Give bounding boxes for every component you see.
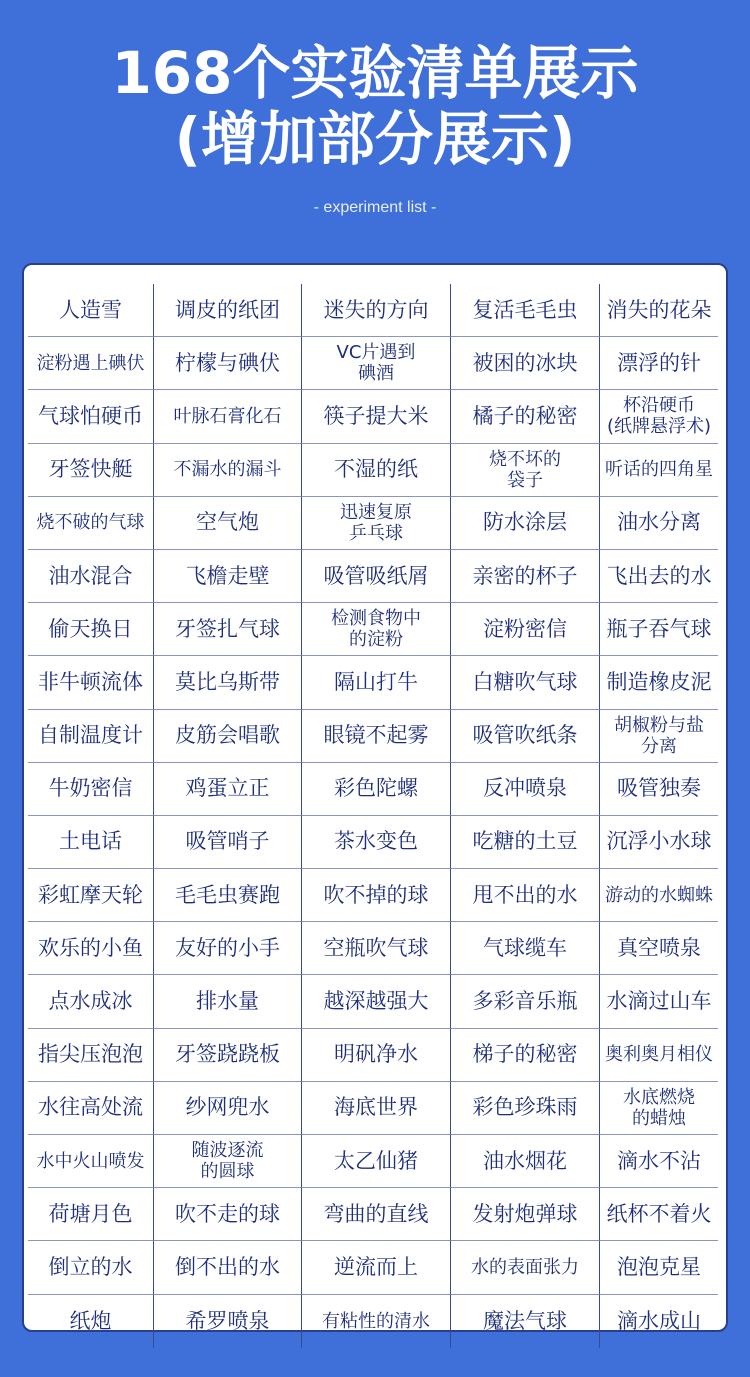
- experiment-cell: 弯曲的直线: [302, 1188, 451, 1241]
- experiment-cell: 有粘性的清水: [302, 1295, 451, 1348]
- experiment-cell: 鸡蛋立正: [154, 763, 302, 816]
- experiment-cell: 吸管独奏: [600, 763, 718, 816]
- experiment-cell: 莫比乌斯带: [154, 656, 302, 709]
- experiment-cell: 气球怕硬币: [28, 390, 154, 443]
- experiment-cell: 淀粉遇上碘伏: [28, 337, 154, 390]
- experiment-cell: 茶水变色: [302, 816, 451, 869]
- experiment-cell: 太乙仙猪: [302, 1135, 451, 1188]
- experiment-cell: 纱网兜水: [154, 1082, 302, 1135]
- experiment-cell: 牙签跷跷板: [154, 1029, 302, 1082]
- experiment-cell: 滴水不沾: [600, 1135, 718, 1188]
- experiment-cell: 欢乐的小鱼: [28, 922, 154, 975]
- experiment-cell: 海底世界: [302, 1082, 451, 1135]
- experiment-cell: 烧不破的气球: [28, 497, 154, 550]
- experiment-cell: 调皮的纸团: [154, 284, 302, 337]
- page-title-sub: (增加部分展示): [174, 105, 576, 173]
- experiment-cell: 检测食物中 的淀粉: [302, 603, 451, 656]
- experiment-cell: 游动的水蜘蛛: [600, 869, 718, 922]
- experiment-cell: 希罗喷泉: [154, 1295, 302, 1348]
- experiment-cell: 吸管吸纸屑: [302, 550, 451, 603]
- experiment-cell: 听话的四角星: [600, 444, 718, 497]
- experiment-cell: 吃糖的土豆: [451, 816, 600, 869]
- experiment-cell: 吹不走的球: [154, 1188, 302, 1241]
- experiment-list-card: [22, 263, 728, 1332]
- experiment-cell: 筷子提大米: [302, 390, 451, 443]
- section-subtitle: - experiment list -: [313, 199, 437, 216]
- experiment-cell: 水滴过山车: [600, 975, 718, 1028]
- experiment-cell: 土电话: [28, 816, 154, 869]
- experiment-cell: 人造雪: [28, 284, 154, 337]
- experiment-cell: 甩不出的水: [451, 869, 600, 922]
- experiment-cell: 牙签扎气球: [154, 603, 302, 656]
- experiment-cell: 多彩音乐瓶: [451, 975, 600, 1028]
- experiment-cell: 胡椒粉与盐 分离: [600, 710, 718, 763]
- experiment-cell: 滴水成山: [617, 1308, 701, 1333]
- experiment-cell: 水往高处流: [28, 1082, 154, 1135]
- experiment-cell: 亲密的杯子: [451, 550, 600, 603]
- experiment-cell: 真空喷泉: [600, 922, 718, 975]
- experiment-cell: 发射炮弹球: [451, 1188, 600, 1241]
- experiment-cell: 反冲喷泉: [451, 763, 600, 816]
- experiment-cell: 偷天换日: [28, 603, 154, 656]
- experiment-cell: 越深越强大: [302, 975, 451, 1028]
- experiment-cell: 飞出去的水: [600, 550, 718, 603]
- experiment-cell: 复活毛毛虫: [451, 284, 600, 337]
- experiment-cell: 柠檬与碘伏: [154, 337, 302, 390]
- experiment-cell: 烧不坏的 袋子: [451, 444, 600, 497]
- experiment-cell: 吸管哨子: [154, 816, 302, 869]
- experiment-cell: 气球缆车: [451, 922, 600, 975]
- experiment-cell: 瓶子吞气球: [600, 603, 718, 656]
- experiment-cell: 防水涂层: [451, 497, 600, 550]
- experiment-cell: 彩虹摩天轮: [28, 869, 154, 922]
- experiment-cell: 不湿的纸: [302, 444, 451, 497]
- experiment-cell: 排水量: [154, 975, 302, 1028]
- experiment-cell: 纸杯不着火: [600, 1188, 718, 1241]
- experiment-table: [28, 284, 724, 1348]
- experiment-cell: 迅速复原 乒乓球: [302, 497, 451, 550]
- experiment-cell: 魔法气球: [451, 1295, 600, 1348]
- experiment-cell: 橘子的秘密: [451, 390, 600, 443]
- page-title: 168个实验清单展示: [111, 39, 639, 107]
- experiment-cell: 牙签快艇: [28, 444, 154, 497]
- experiment-cell: 随波逐流 的圆球: [154, 1135, 302, 1188]
- experiment-cell: 皮筋会唱歌: [154, 710, 302, 763]
- experiment-cell: 点水成冰: [28, 975, 154, 1028]
- experiment-cell: 倒立的水: [28, 1241, 154, 1294]
- experiment-cell: 水底燃烧 的蜡烛: [600, 1082, 718, 1135]
- experiment-cell: 纸炮: [28, 1295, 154, 1348]
- experiment-cell: 眼镜不起雾: [302, 710, 451, 763]
- experiment-cell: 油水混合: [28, 550, 154, 603]
- experiment-cell: 吸管吹纸条: [451, 710, 600, 763]
- experiment-cell: 不漏水的漏斗: [154, 444, 302, 497]
- experiment-cell: 毛毛虫赛跑: [154, 869, 302, 922]
- experiment-cell: 彩色陀螺: [302, 763, 451, 816]
- experiment-cell: 杯沿硬币 (纸牌悬浮术): [600, 390, 718, 443]
- experiment-cell: 油水分离: [600, 497, 718, 550]
- experiment-cell: 非牛顿流体: [28, 656, 154, 709]
- experiment-cell: 牛奶密信: [28, 763, 154, 816]
- experiment-cell: 叶脉石膏化石: [154, 390, 302, 443]
- experiment-cell: 倒不出的水: [154, 1241, 302, 1294]
- experiment-cell: 奥利奥月相仪: [600, 1029, 718, 1082]
- experiment-cell: 水的表面张力: [451, 1241, 600, 1294]
- experiment-cell: 逆流而上: [302, 1241, 451, 1294]
- experiment-cell: 空瓶吹气球: [302, 922, 451, 975]
- experiment-cell: 吹不掉的球: [302, 869, 451, 922]
- experiment-cell: 制造橡皮泥: [600, 656, 718, 709]
- experiment-cell: VC片遇到 碘酒: [302, 337, 451, 390]
- experiment-cell: 淀粉密信: [451, 603, 600, 656]
- experiment-cell: 隔山打牛: [302, 656, 451, 709]
- experiment-cell: 白糖吹气球: [451, 656, 600, 709]
- experiment-cell: 明矾净水: [302, 1029, 451, 1082]
- experiment-cell: 沉浮小水球: [600, 816, 718, 869]
- experiment-cell: 梯子的秘密: [451, 1029, 600, 1082]
- experiment-cell: 荷塘月色: [28, 1188, 154, 1241]
- experiment-cell: 彩色珍珠雨: [451, 1082, 600, 1135]
- experiment-cell: 飞檐走壁: [154, 550, 302, 603]
- experiment-cell: 迷失的方向: [302, 284, 451, 337]
- experiment-cell: 油水烟花: [451, 1135, 600, 1188]
- experiment-cell: 消失的花朵: [600, 284, 718, 337]
- experiment-cell: 被困的冰块: [451, 337, 600, 390]
- experiment-cell: 泡泡克星: [600, 1241, 718, 1294]
- experiment-cell: 水中火山喷发: [28, 1135, 154, 1188]
- experiment-cell: 空气炮: [154, 497, 302, 550]
- experiment-cell: 指尖压泡泡: [28, 1029, 154, 1082]
- experiment-cell: 友好的小手: [154, 922, 302, 975]
- experiment-cell: 自制温度计: [28, 710, 154, 763]
- experiment-cell: 漂浮的针: [600, 337, 718, 390]
